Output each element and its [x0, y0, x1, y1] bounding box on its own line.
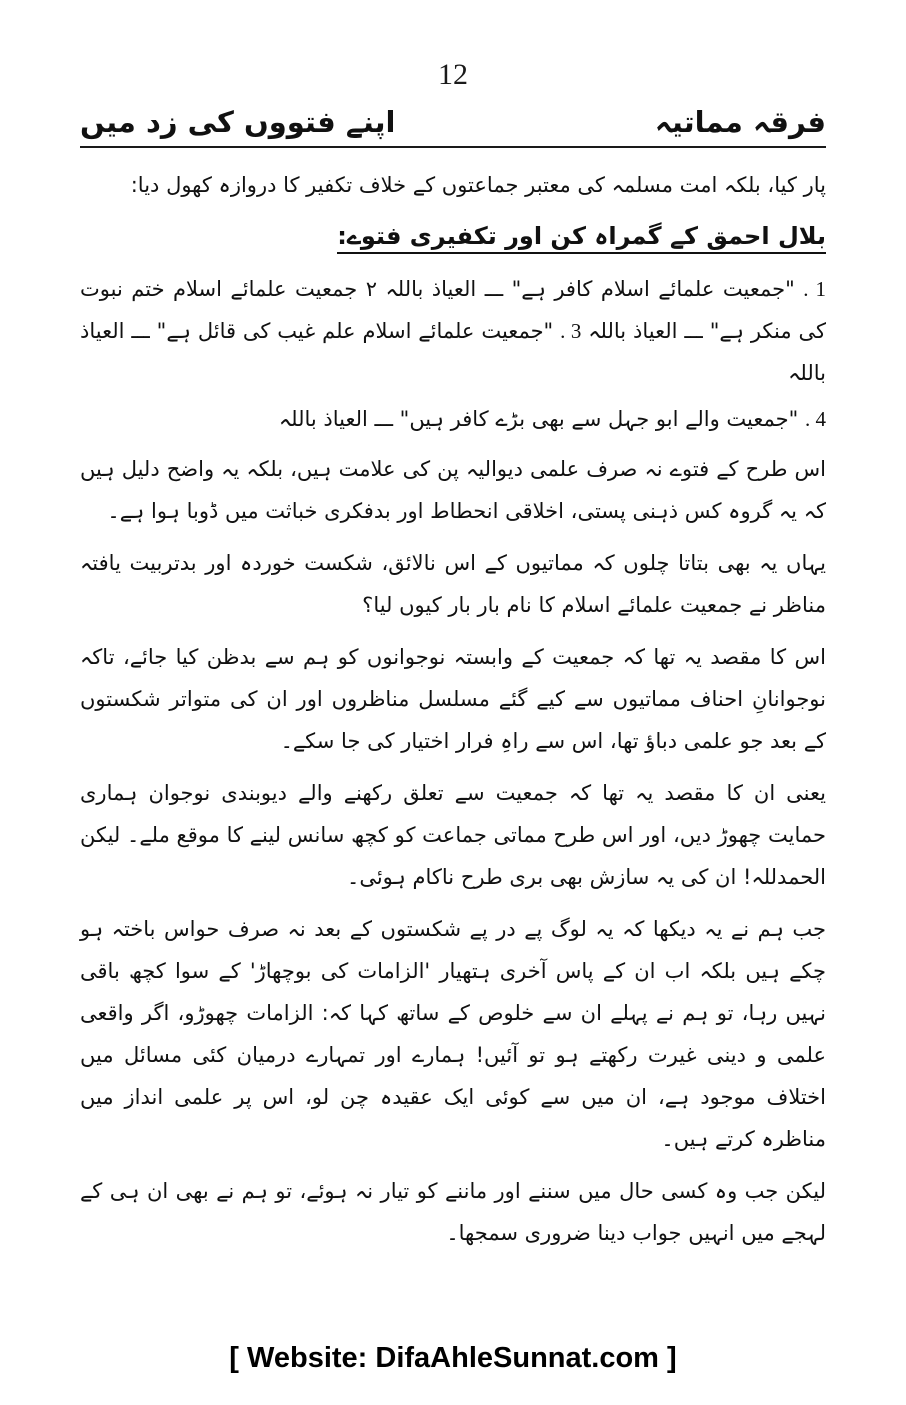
body-paragraph: اس طرح کے فتوے نہ صرف علمی دیوالیہ پن کی علامت ہیں، بلکہ یہ واضح دلیل ہیں کہ یہ گروہ کس ذہنی پستی، اخلاقی انحطاط اور بدفکری خباثت میں ڈوبا ہوا ہے۔ [80, 457, 826, 523]
page-header [80, 100, 826, 144]
page-number: 12 [438, 58, 468, 91]
body-paragraph: جب ہم نے یہ دیکھا کہ یہ لوگ پے در پے شکستوں کے بعد نہ صرف حواس باختہ ہو چکے ہیں بلکہ اب ان کے پاس آخری ہتھیار 'الزامات کی بوچھاڑ' کے سوا کچھ باقی نہیں رہا، تو ہم نے پہلے ان سے خلوص کے ساتھ کہا کہ: الزامات چھوڑو، اگر واقعی علمی و دینی غیرت رکھتے ہو تو آئیں! ہمارے اور تمہارے درمیان کئی مسائل میں اختلاف موجود ہے، ان میں سے کوئی ایک عقیدہ چن لو، اس پر علمی انداز میں مناظرہ کرتے ہیں۔ [80, 917, 826, 1151]
body-paragraph: اس کا مقصد یہ تھا کہ جمعیت کے وابستہ نوجوانوں کو ہم سے بدظن کیا جائے، تاکہ نوجوانانِ احناف مماتیوں سے کیے گئے مسلسل مناظروں اور ان کی متواتر شکستوں کے بعد جو علمی دباؤ تھا، اس سے راہِ فرار اختیار کی جا سکے۔ [80, 645, 826, 753]
intro-line: پار کیا، بلکہ امت مسلمہ کی معتبر جماعتوں کے خلاف تکفیر کا دروازہ کھول دیا: [130, 173, 826, 197]
fatwa-text: "جمعیت علمائے اسلام علم غیب کی قائل ہے" ـــ العیاذ باللہ [80, 319, 826, 385]
fatwa-text: "جمعیت والے ابو جہل سے بھی بڑے کافر ہیں" ـــ العیاذ باللہ [278, 407, 799, 431]
body-paragraph: لیکن جب وہ کسی حال میں سننے اور ماننے کو تیار نہ ہوئے، تو ہم نے بھی ان ہی کے لہجے میں انہیں جواب دینا ضروری سمجھا۔ [80, 1179, 826, 1245]
fatwa-number: 1 . [803, 277, 826, 301]
fatwa-number: 3 . [560, 319, 582, 343]
fatwa-item [80, 268, 826, 394]
section-heading-text: بلال احمق کے گمراہ کن اور تکفیری فتوے: [337, 222, 826, 254]
page-body [80, 164, 826, 1264]
fatwa-item [80, 398, 826, 440]
body-paragraph: یہاں یہ بھی بتاتا چلوں کہ مماتیوں کے اس نالائق، شکست خوردہ اور بدتربیت یافتہ مناظر نے جمعیت علمائے اسلام کا نام بار بار کیوں لیا؟ [80, 551, 826, 617]
header-chapter-title: اپنے فتووں کی زد میں [80, 105, 396, 139]
header-book-title: فرقہ مماتیہ [654, 105, 826, 139]
fatwa-text: "جمعیت علمائے اسلام کافر ہے" ـــ العیاذ باللہ ۲ جمعیت علمائے اسلام ختم نبوت کی منکر ہے" ـــ العیاذ باللہ [80, 277, 826, 343]
body-paragraph: یعنی ان کا مقصد یہ تھا کہ جمعیت سے تعلق رکھنے والے دیوبندی نوجوان ہماری حمایت چھوڑ دیں، اور اس طرح مماتی جماعت کو کچھ سانس لینے کا موقع ملے۔ لیکن الحمدللہ! ان کی یہ سازش بھی بری طرح ناکام ہوئی۔ [80, 781, 826, 889]
website-footer: [ Website: DifaAhleSunnat.com ] [229, 1342, 677, 1374]
fatwa-number: 4 . [805, 407, 826, 431]
section-heading [80, 216, 826, 256]
header-divider [80, 146, 826, 148]
